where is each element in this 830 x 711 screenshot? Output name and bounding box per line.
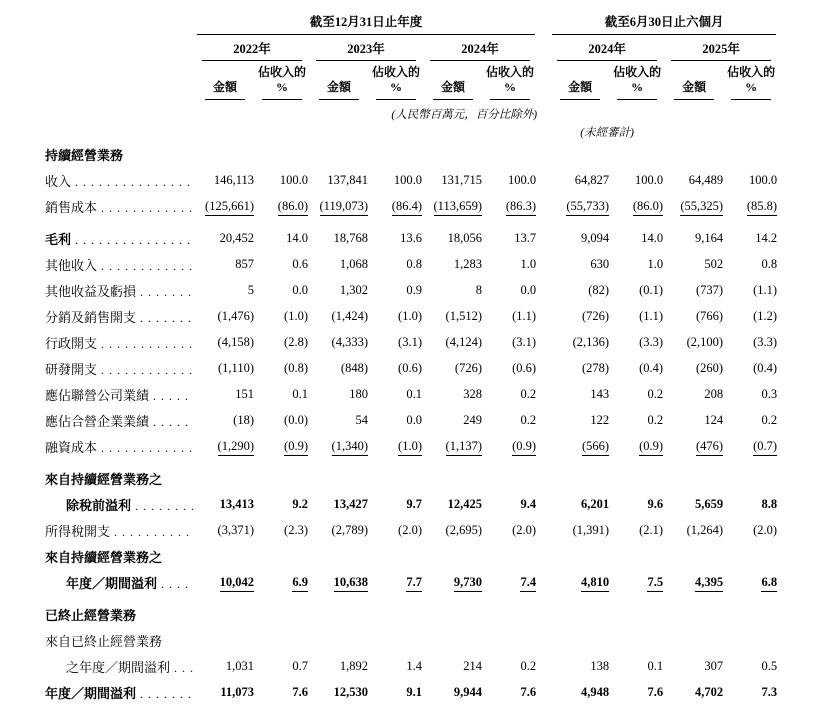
amount-header: 金額 xyxy=(423,76,483,100)
year-header-2025-interim: 2025年 xyxy=(671,35,771,61)
cell-value: 13,427 xyxy=(333,496,368,511)
cell-value: (0.9) xyxy=(284,439,308,456)
row-label: 來自已終止經營業務 xyxy=(45,633,163,649)
cell-value: 6.9 xyxy=(292,575,308,592)
cell-value: 7.6 xyxy=(520,684,537,699)
cell-value: (3.3) xyxy=(639,334,664,349)
cell-value: 1.0 xyxy=(647,256,664,271)
cell-value: (1,424) xyxy=(331,308,368,323)
row-label: 所得稅開支 xyxy=(45,523,111,539)
cell-value: 1,283 xyxy=(453,256,482,271)
row-label: 銷售成本 xyxy=(45,199,98,215)
table-row xyxy=(45,219,778,251)
cell-value: (18) xyxy=(233,412,254,427)
table-row xyxy=(45,517,778,543)
row-label: 除稅前溢利 xyxy=(66,497,132,513)
cell-value: (86.4) xyxy=(392,199,422,216)
cell-value: (566) xyxy=(582,439,609,456)
cell-value: (125,661) xyxy=(205,199,254,216)
cell-value: 18,768 xyxy=(333,230,368,245)
table-row xyxy=(45,433,778,459)
cell-value: 7.6 xyxy=(292,684,308,699)
cell-value: (4,158) xyxy=(217,334,254,349)
cell-value: 1.4 xyxy=(406,658,422,673)
cell-value: 0.5 xyxy=(761,658,778,673)
cell-value: 4,395 xyxy=(695,575,723,592)
cell-value: 0.8 xyxy=(761,256,778,271)
table-row xyxy=(45,277,778,303)
cell-value: 7.3 xyxy=(761,684,778,699)
cell-value: (1.2) xyxy=(753,308,778,323)
table-header xyxy=(45,12,778,141)
cell-value: 4,702 xyxy=(694,684,724,699)
cell-value: (3.1) xyxy=(398,334,422,349)
cell-value: (737) xyxy=(696,282,724,297)
cell-value: 0.8 xyxy=(406,256,422,271)
cell-value: 100.0 xyxy=(393,172,422,187)
note-currency: (人民幣百萬元，百分比除外) xyxy=(391,109,538,121)
cell-value: (3.3) xyxy=(753,334,778,349)
cell-value: 9.7 xyxy=(406,496,422,511)
cell-value: (0.9) xyxy=(639,439,663,456)
leader-dots xyxy=(140,285,193,300)
leader-dots xyxy=(174,661,193,676)
cell-value: (3,371) xyxy=(217,522,254,537)
cell-value: (766) xyxy=(696,308,724,323)
amount-header: 金額 xyxy=(664,76,724,100)
cell-value: 208 xyxy=(704,386,724,401)
cell-value: (2,789) xyxy=(331,522,368,537)
cell-value: (2.1) xyxy=(639,522,664,537)
cell-value: (0.4) xyxy=(639,360,664,375)
cell-value: 122 xyxy=(590,412,610,427)
cell-value: 7.5 xyxy=(647,575,663,592)
leader-dots xyxy=(140,311,193,326)
row-label: 其他收益及虧損 xyxy=(45,283,137,299)
row-label: 分銷及銷售開支 xyxy=(45,309,137,325)
cell-value: (1,264) xyxy=(686,522,724,537)
row-label: 來自持續經營業務之 xyxy=(45,549,163,565)
cell-value: 0.0 xyxy=(406,412,422,427)
cell-value: 124 xyxy=(704,412,724,427)
cell-value: (4,124) xyxy=(445,334,482,349)
cell-value: 14.2 xyxy=(755,230,778,245)
cell-value: 13,413 xyxy=(219,496,254,511)
cell-value: (86.0) xyxy=(633,199,663,216)
cell-value: (848) xyxy=(340,360,368,375)
cell-value: (1.0) xyxy=(284,308,308,323)
cell-value: (113,659) xyxy=(434,199,483,216)
cell-value: (1.0) xyxy=(398,308,422,323)
cell-value: (2.0) xyxy=(512,522,537,537)
table-row xyxy=(45,543,778,569)
table-row xyxy=(45,303,778,329)
cell-value: 146,113 xyxy=(213,172,254,187)
cell-value: (0.7) xyxy=(753,439,777,456)
cell-value: 12,425 xyxy=(447,496,482,511)
row-label: 已終止經營業務 xyxy=(45,607,137,623)
cell-value: 12,530 xyxy=(333,684,368,699)
cell-value: (55,733) xyxy=(566,199,609,216)
cell-value: 1,302 xyxy=(339,282,368,297)
cell-value: (2.3) xyxy=(284,522,308,537)
cell-value: 1,031 xyxy=(225,658,254,673)
year-header-2023: 2023年 xyxy=(316,35,416,61)
cell-value: (55,325) xyxy=(680,199,723,216)
row-label: 之年度／期間溢利 xyxy=(66,659,171,675)
table-row xyxy=(45,141,778,167)
group-header-interim: 截至6月30日止六個月 xyxy=(552,12,776,35)
cell-value: (0.1) xyxy=(639,282,664,297)
cell-value: 0.0 xyxy=(292,282,308,297)
cell-value: 100.0 xyxy=(748,172,778,187)
table-row xyxy=(45,491,778,517)
row-label: 應佔聯營公司業績 xyxy=(45,387,150,403)
row-label: 其他收入 xyxy=(45,257,98,273)
cell-value: 13.7 xyxy=(514,230,537,245)
table-row xyxy=(45,251,778,277)
cell-value: (0.9) xyxy=(512,439,536,456)
pct-header: 佔收入的 % xyxy=(610,61,664,100)
cell-value: (0.0) xyxy=(284,412,308,427)
amount-header: 金額 xyxy=(550,76,610,100)
cell-value: (0.6) xyxy=(512,360,537,375)
cell-value: 1,892 xyxy=(339,658,368,673)
row-label: 行政開支 xyxy=(45,335,98,351)
cell-value: (1,340) xyxy=(332,439,368,456)
table-row xyxy=(45,355,778,381)
cell-value: (2,695) xyxy=(445,522,482,537)
cell-value: (1,110) xyxy=(218,360,254,375)
cell-value: (85.8) xyxy=(747,199,777,216)
cell-value: 64,827 xyxy=(574,172,610,187)
leader-dots xyxy=(153,389,193,404)
cell-value: (2.0) xyxy=(753,522,778,537)
table-body xyxy=(45,141,778,705)
year-header-row xyxy=(45,35,778,61)
table-row xyxy=(45,329,778,355)
cell-value: 6.8 xyxy=(761,575,777,592)
cell-value: 100.0 xyxy=(507,172,537,187)
cell-value: 100.0 xyxy=(279,172,308,187)
cell-value: (1,290) xyxy=(218,439,254,456)
cell-value: (726) xyxy=(454,360,482,375)
unaudited-note-row xyxy=(45,123,778,141)
cell-value: 4,810 xyxy=(581,575,609,592)
cell-value: 137,841 xyxy=(327,172,368,187)
leader-dots xyxy=(114,525,193,540)
cell-value: 143 xyxy=(590,386,610,401)
row-label: 持續經營業務 xyxy=(45,147,124,163)
cell-value: (1,476) xyxy=(217,308,254,323)
row-label: 應佔合營企業業績 xyxy=(45,413,150,429)
cell-value: 18,056 xyxy=(447,230,482,245)
cell-value: 307 xyxy=(704,658,724,673)
leader-dots xyxy=(101,441,193,456)
cell-value: 249 xyxy=(463,412,482,427)
cell-value: (1.0) xyxy=(398,439,422,456)
row-label: 收入 xyxy=(45,173,72,189)
cell-value: (119,073) xyxy=(320,199,369,216)
cell-value: 9.2 xyxy=(292,496,308,511)
leader-dots xyxy=(101,363,193,378)
cell-value: 0.2 xyxy=(520,658,537,673)
table-row xyxy=(45,167,778,193)
cell-value: 214 xyxy=(463,658,482,673)
row-label: 來自持續經營業務之 xyxy=(45,471,163,487)
cell-value: 1.0 xyxy=(520,256,537,271)
cell-value: 0.2 xyxy=(520,386,537,401)
cell-value: (1.1) xyxy=(753,282,778,297)
cell-value: 20,452 xyxy=(219,230,254,245)
cell-value: 0.0 xyxy=(520,282,537,297)
cell-value: 11,073 xyxy=(220,684,254,699)
leader-dots xyxy=(101,201,193,216)
cell-value: 0.6 xyxy=(292,256,308,271)
cell-value: (0.8) xyxy=(284,360,308,375)
cell-value: 328 xyxy=(463,386,482,401)
cell-value: (86.3) xyxy=(506,199,536,216)
cell-value: 5 xyxy=(247,282,254,297)
table-row xyxy=(45,595,778,627)
row-label: 年度／期間溢利 xyxy=(45,685,137,701)
leader-dots xyxy=(101,259,193,274)
cell-value: 9,730 xyxy=(454,575,482,592)
amount-header: 金額 xyxy=(195,76,255,100)
cell-value: 0.2 xyxy=(520,412,537,427)
row-label: 研發開支 xyxy=(45,361,98,377)
cell-value: (1.1) xyxy=(639,308,664,323)
cell-value: 630 xyxy=(590,256,610,271)
cell-value: 180 xyxy=(349,386,368,401)
cell-value: 857 xyxy=(235,256,254,271)
year-header-2024: 2024年 xyxy=(430,35,530,61)
cell-value: 502 xyxy=(704,256,724,271)
year-header-2022: 2022年 xyxy=(202,35,302,61)
cell-value: 7.7 xyxy=(406,575,422,592)
cell-value: 9.4 xyxy=(520,496,537,511)
cell-value: 0.7 xyxy=(292,658,308,673)
cell-value: (2,136) xyxy=(572,334,610,349)
cell-value: (0.4) xyxy=(753,360,778,375)
cell-value: (1.1) xyxy=(512,308,537,323)
cell-value: 100.0 xyxy=(634,172,664,187)
year-header-2024-interim: 2024年 xyxy=(557,35,657,61)
table-row xyxy=(45,627,778,653)
cell-value: 0.2 xyxy=(647,412,664,427)
leader-dots xyxy=(153,415,193,430)
cell-value: 0.9 xyxy=(406,282,422,297)
cell-value: (2.0) xyxy=(398,522,422,537)
column-header-row xyxy=(45,61,778,100)
financial-table xyxy=(45,12,778,705)
cell-value: 0.3 xyxy=(761,386,778,401)
pct-header: 佔收入的 % xyxy=(483,61,537,100)
cell-value: (2.8) xyxy=(284,334,308,349)
cell-value: 151 xyxy=(235,386,254,401)
cell-value: 8 xyxy=(475,282,482,297)
pct-header: 佔收入的 % xyxy=(724,61,778,100)
cell-value: (82) xyxy=(588,282,610,297)
cell-value: 0.1 xyxy=(292,386,308,401)
cell-value: (1,137) xyxy=(446,439,482,456)
table-row xyxy=(45,679,778,705)
table-row xyxy=(45,569,778,595)
group-header-row xyxy=(45,12,778,35)
cell-value: 7.6 xyxy=(647,684,664,699)
table-row xyxy=(45,653,778,679)
amount-header: 金額 xyxy=(309,76,369,100)
cell-value: 64,489 xyxy=(688,172,724,187)
table-row xyxy=(45,193,778,219)
cell-value: (476) xyxy=(696,439,723,456)
cell-value: (260) xyxy=(696,360,724,375)
leader-dots xyxy=(140,687,193,702)
cell-value: 0.1 xyxy=(647,658,664,673)
cell-value: (3.1) xyxy=(512,334,537,349)
cell-value: 9,164 xyxy=(694,230,724,245)
cell-value: 9.1 xyxy=(406,684,422,699)
cell-value: 54 xyxy=(355,412,368,427)
cell-value: 14.0 xyxy=(286,230,308,245)
cell-value: 10,042 xyxy=(220,575,254,592)
cell-value: 9,094 xyxy=(580,230,610,245)
cell-value: (278) xyxy=(582,360,610,375)
cell-value: 9.6 xyxy=(647,496,664,511)
cell-value: 8.8 xyxy=(761,496,778,511)
note-unaudited: (未經審計) xyxy=(580,127,634,139)
cell-value: 1,068 xyxy=(339,256,368,271)
cell-value: 7.4 xyxy=(520,575,536,592)
cell-value: 0.2 xyxy=(647,386,664,401)
cell-value: (0.6) xyxy=(398,360,422,375)
pct-header: 佔收入的 % xyxy=(369,61,423,100)
table-row xyxy=(45,381,778,407)
group-header-annual: 截至12月31日止年度 xyxy=(197,12,535,35)
row-label: 毛利 xyxy=(45,231,72,247)
cell-value: (1,391) xyxy=(572,522,610,537)
row-label: 年度／期間溢利 xyxy=(66,575,158,591)
table-row xyxy=(45,407,778,433)
leader-dots xyxy=(75,175,193,190)
cell-value: 138 xyxy=(590,658,610,673)
cell-value: 4,948 xyxy=(580,684,610,699)
table-row xyxy=(45,459,778,491)
cell-value: (1,512) xyxy=(445,308,482,323)
cell-value: 10,638 xyxy=(334,575,368,592)
cell-value: (4,333) xyxy=(331,334,368,349)
cell-value: (726) xyxy=(582,308,610,323)
cell-value: 0.1 xyxy=(406,386,422,401)
cell-value: (86.0) xyxy=(278,199,308,216)
cell-value: 14.0 xyxy=(641,230,664,245)
pct-header: 佔收入的 % xyxy=(255,61,309,100)
row-label: 融資成本 xyxy=(45,439,98,455)
leader-dots xyxy=(101,337,193,352)
cell-value: 131,715 xyxy=(441,172,482,187)
cell-value: 13.6 xyxy=(400,230,422,245)
cell-value: 6,201 xyxy=(580,496,610,511)
leader-dots xyxy=(75,233,193,248)
leader-dots xyxy=(161,577,193,592)
currency-note-row xyxy=(45,100,778,123)
leader-dots xyxy=(135,499,193,514)
cell-value: 0.2 xyxy=(761,412,778,427)
cell-value: 5,659 xyxy=(694,496,724,511)
cell-value: 9,944 xyxy=(453,684,482,699)
cell-value: (2,100) xyxy=(686,334,724,349)
